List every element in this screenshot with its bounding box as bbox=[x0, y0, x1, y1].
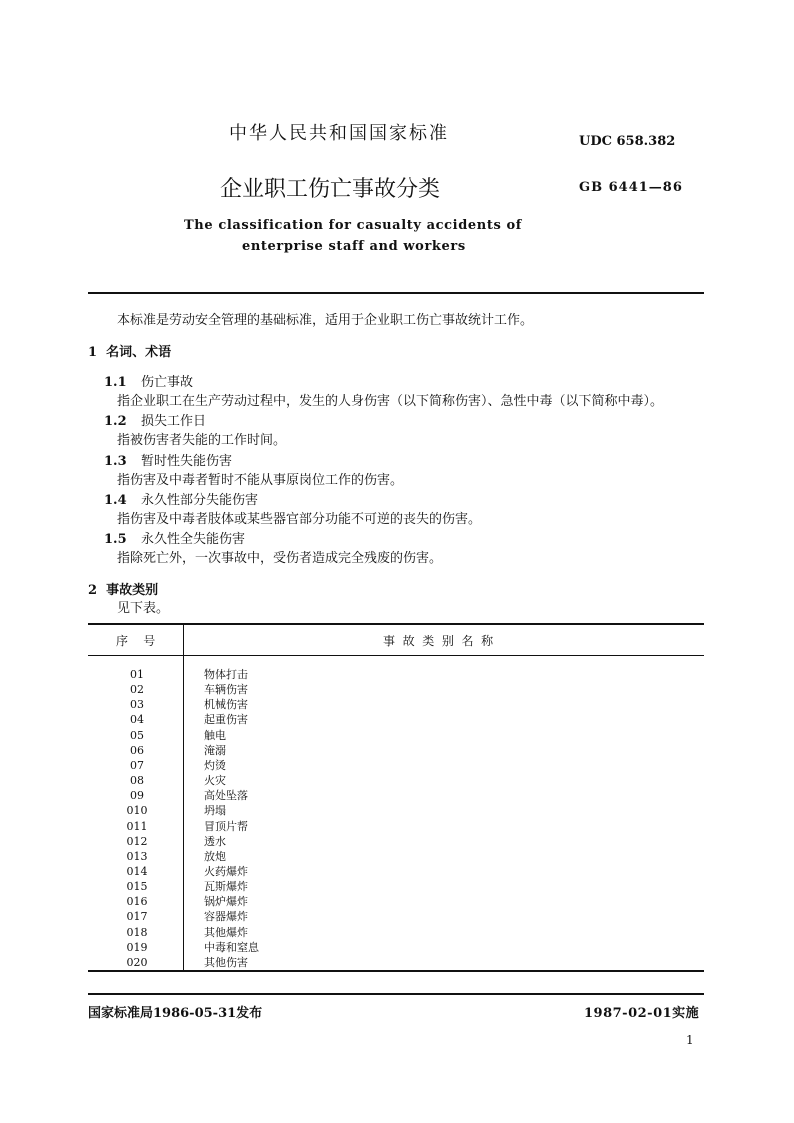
document-title: 企业职工伤亡事故分类 bbox=[220, 177, 441, 202]
clause-term: 损失工作日 bbox=[141, 414, 207, 429]
clause-number: 1.5 bbox=[104, 532, 127, 547]
table-row-number: 015 bbox=[126, 880, 148, 893]
table-row-category: 火灾 bbox=[204, 774, 226, 787]
clause-number: 1.2 bbox=[104, 414, 127, 429]
table-row-category: 中毒和窒息 bbox=[204, 941, 259, 954]
table-row-number: 020 bbox=[126, 956, 148, 969]
issue-date: 国家标准局1986-05-31发布 bbox=[88, 1006, 263, 1021]
national-standard-heading: 中华人民共和国国家标准 bbox=[229, 123, 449, 144]
table-row-category: 车辆伤害 bbox=[204, 683, 248, 696]
table-row-number: 016 bbox=[126, 895, 148, 908]
table-top-rule bbox=[88, 623, 704, 625]
table-row-number: 011 bbox=[126, 820, 148, 833]
table-row-category: 其他伤害 bbox=[204, 956, 248, 969]
table-row-category: 放炮 bbox=[204, 850, 226, 863]
clause-number: 1.3 bbox=[104, 454, 127, 469]
table-row-number: 013 bbox=[126, 850, 148, 863]
clause-definition: 指伤害及中毒者暂时不能从事原岗位工作的伤害。 bbox=[117, 473, 404, 488]
udc-code: UDC 658.382 bbox=[579, 134, 676, 149]
table-row-number: 018 bbox=[126, 926, 148, 939]
page-number: 1 bbox=[686, 1033, 694, 1047]
table-row-category: 物体打击 bbox=[204, 668, 248, 681]
table-row-number: 012 bbox=[126, 835, 148, 848]
table-row-number: 08 bbox=[130, 774, 144, 787]
gb-code: GB 6441—86 bbox=[579, 180, 683, 195]
table-row-number: 04 bbox=[130, 713, 144, 726]
header-divider bbox=[88, 292, 704, 294]
table-row-category: 坍塌 bbox=[204, 804, 226, 817]
english-title-line-2: enterprise staff and workers bbox=[242, 239, 466, 254]
table-row-number: 01 bbox=[130, 668, 144, 681]
table-row-number: 05 bbox=[130, 729, 144, 742]
table-row-category: 火药爆炸 bbox=[204, 865, 248, 878]
table-row-category: 机械伤害 bbox=[204, 698, 248, 711]
footer-divider bbox=[88, 993, 704, 995]
english-title-line-1: The classification for casualty accidents of bbox=[184, 218, 522, 233]
table-row-number: 03 bbox=[130, 698, 144, 711]
intro-paragraph: 本标准是劳动安全管理的基础标准，适用于企业职工伤亡事故统计工作。 bbox=[117, 313, 534, 328]
clause-term: 伤亡事故 bbox=[141, 375, 194, 390]
clause-number: 1.1 bbox=[104, 375, 127, 390]
table-row-category: 淹溺 bbox=[204, 744, 226, 757]
table-row-category: 起重伤害 bbox=[204, 713, 248, 726]
table-row-number: 06 bbox=[130, 744, 144, 757]
table-row-category: 透水 bbox=[204, 835, 226, 848]
table-column-divider bbox=[183, 624, 184, 971]
clause-term: 暂时性失能伤害 bbox=[141, 454, 233, 469]
table-row-number: 010 bbox=[126, 804, 148, 817]
table-row-category: 灼烫 bbox=[204, 759, 226, 772]
clause-definition: 指被伤害者失能的工作时间。 bbox=[117, 433, 287, 448]
table-row-category: 冒顶片帮 bbox=[204, 820, 248, 833]
effective-date: 1987-02-01实施 bbox=[584, 1006, 700, 1021]
table-row-category: 触电 bbox=[204, 729, 226, 742]
clause-number: 1.4 bbox=[104, 493, 127, 508]
section-2-note: 见下表。 bbox=[117, 601, 170, 616]
section-1-heading: 1 名词、术语 bbox=[88, 345, 172, 360]
table-row-category: 锅炉爆炸 bbox=[204, 895, 248, 908]
table-row-category: 瓦斯爆炸 bbox=[204, 880, 248, 893]
table-row-number: 019 bbox=[126, 941, 148, 954]
table-row-number: 07 bbox=[130, 759, 144, 772]
clause-term: 永久性全失能伤害 bbox=[141, 532, 246, 547]
table-row-number: 09 bbox=[130, 789, 144, 802]
table-header-category: 事 故 类 别 名 称 bbox=[383, 634, 494, 648]
table-row-category: 容器爆炸 bbox=[204, 910, 248, 923]
table-bottom-rule bbox=[88, 970, 704, 972]
table-row-number: 017 bbox=[126, 910, 148, 923]
table-row-category: 其他爆炸 bbox=[204, 926, 248, 939]
table-row-number: 02 bbox=[130, 683, 144, 696]
table-header-rule bbox=[88, 655, 704, 656]
section-2-heading: 2 事故类别 bbox=[88, 583, 159, 598]
table-header-sequence: 序 号 bbox=[116, 634, 156, 648]
table-row-number: 014 bbox=[126, 865, 148, 878]
table-row-category: 高处坠落 bbox=[204, 789, 248, 802]
clause-definition: 指企业职工在生产劳动过程中，发生的人身伤害（以下简称伤害）、急性中毒（以下简称中毒）。 bbox=[117, 394, 664, 409]
clause-definition: 指伤害及中毒者肢体或某些器官部分功能不可逆的丧失的伤害。 bbox=[117, 512, 482, 527]
clause-term: 永久性部分失能伤害 bbox=[141, 493, 259, 508]
clause-definition: 指除死亡外，一次事故中，受伤者造成完全残废的伤害。 bbox=[117, 551, 443, 566]
